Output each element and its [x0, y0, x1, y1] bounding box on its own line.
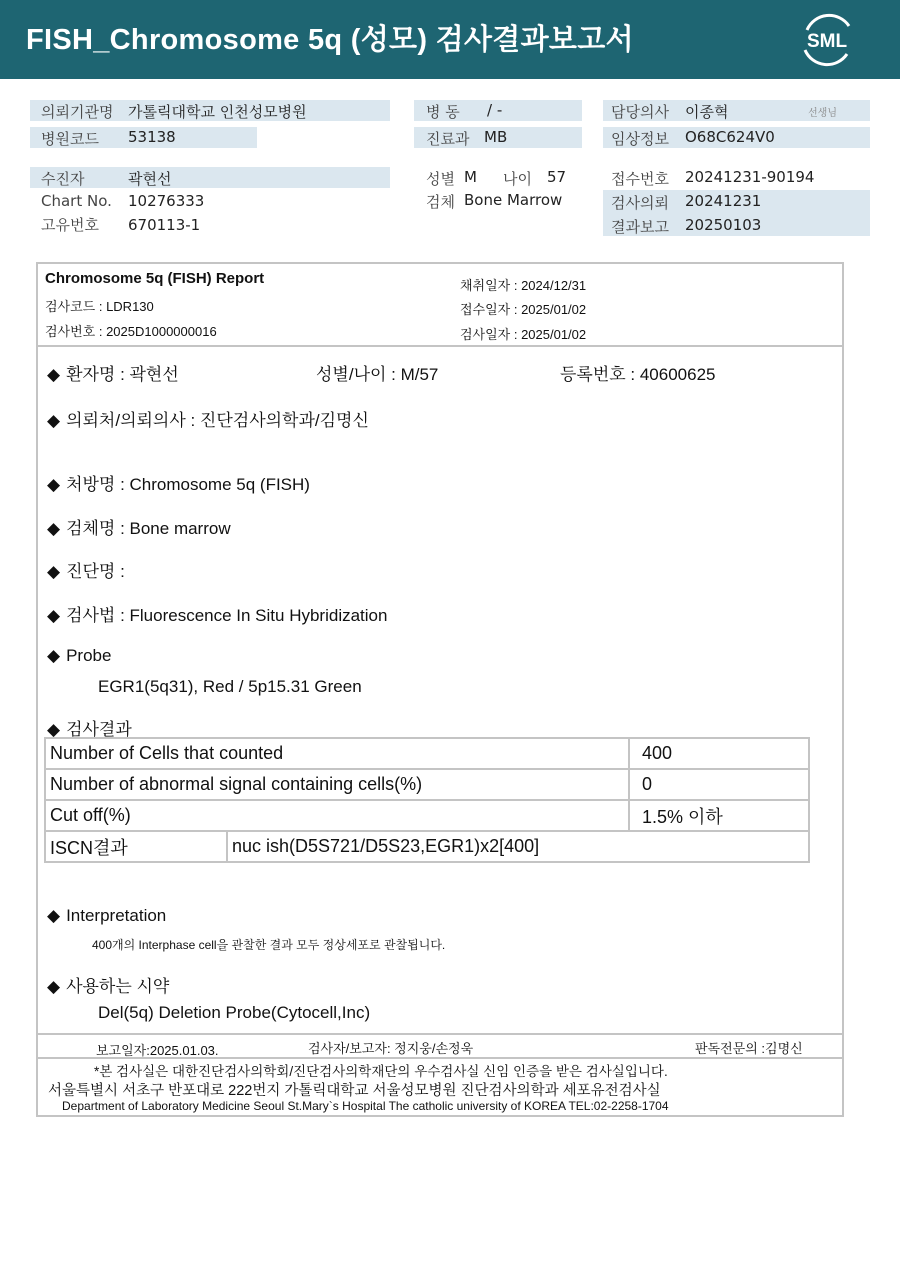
iscn-label: ISCN결과 — [45, 831, 227, 862]
interpretation-heading — [47, 906, 166, 926]
age: 57 — [547, 168, 567, 186]
probe-row — [47, 646, 111, 666]
referrer-row — [47, 406, 369, 431]
diamond-icon: ◆ — [47, 606, 61, 625]
request-label: 검사의뢰 — [611, 194, 669, 212]
diamond-icon: ◆ — [47, 411, 61, 430]
department-label: 진료과 — [426, 130, 470, 148]
sml-logo — [797, 10, 857, 68]
method-row — [47, 601, 387, 626]
diamond-icon: ◆ — [47, 519, 61, 538]
lab-address: 서울특별시 서초구 반포대로 222번지 가톨릭대학교 서울성모병원 진단검사의학과 세포유전검사실 — [48, 1083, 661, 1099]
sex: M — [464, 168, 477, 186]
diamond-icon: ◆ — [47, 562, 61, 581]
reagent-heading — [47, 972, 169, 997]
doctor-label: 담당의사 — [611, 103, 669, 121]
prescription: 처방명 : Chromosome 5q (FISH) — [66, 475, 310, 494]
department: MB — [484, 128, 508, 146]
request-date: 20241231 — [685, 192, 762, 210]
patient-name: 곽현선 — [128, 170, 172, 188]
interpretation-text: 400개의 Interphase cell을 관찰한 결과 모두 정상세포로 관찰됩니다. — [92, 938, 446, 952]
diagnosis: 진단명 : — [66, 562, 125, 581]
specimen-row — [47, 514, 231, 539]
clinical-label: 임상정보 — [611, 130, 669, 148]
page-title: FISH_Chromosome 5q (성모) 검사결과보고서 — [26, 24, 634, 56]
unique-number: 670113-1 — [128, 216, 201, 234]
logo-text: SML — [806, 31, 848, 52]
receipt-date: 접수일자 : 2025/01/02 — [460, 302, 587, 317]
hospital-code-label: 병원코드 — [41, 130, 99, 148]
interpretation-label: Interpretation — [66, 906, 167, 925]
collection-date: 채취일자 : 2024/12/31 — [460, 278, 587, 293]
lab-department: Department of Laboratory Medicine Seoul St.Mary`s Hospital The catholic university of KOREA TEL:02-2258-1704 — [62, 1099, 669, 1113]
hospital-code: 53138 — [128, 128, 176, 146]
doctor-suffix: 선생님 — [808, 108, 837, 119]
diamond-icon: ◆ — [47, 906, 61, 925]
table-row — [45, 769, 809, 800]
result-label: Number of Cells that counted — [45, 738, 629, 769]
probe-label: Probe — [66, 646, 112, 665]
doctor: 이종혁 — [685, 103, 729, 121]
probe-value: EGR1(5q31), Red / 5p15.31 Green — [98, 677, 362, 696]
specialist: 판독전문의 :김명신 — [695, 1041, 803, 1056]
specimen-name: 검체명 : Bone marrow — [66, 519, 231, 538]
receipt-label: 접수번호 — [611, 170, 669, 188]
result-value: 400 — [629, 738, 809, 769]
accreditation-note: *본 검사실은 대한진단검사의학회/진단검사의학재단의 우수검사실 신임 인증을 받은 검사실입니다. — [94, 1064, 668, 1079]
reagent-label: 사용하는 시약 — [66, 977, 170, 996]
result-label: Cut off(%) — [45, 800, 629, 831]
report-issue-date: 보고일자:2025.01.03. — [96, 1043, 219, 1058]
report-label: 결과보고 — [611, 218, 669, 236]
divider — [38, 1033, 842, 1035]
page-header — [0, 0, 900, 79]
sex-label: 성별 — [426, 170, 455, 188]
ward-label: 병 동 — [426, 103, 460, 121]
report-title: Chromosome 5q (FISH) Report — [45, 270, 265, 287]
test-method: 검사법 : Fluorescence In Situ Hybridization — [66, 606, 388, 625]
clinical-info: O68C624V0 — [685, 128, 775, 146]
testers: 검사자/보고자: 정지웅/손정욱 — [308, 1041, 474, 1056]
requesting-org-label: 의뢰기관명 — [41, 103, 114, 121]
table-row — [45, 738, 809, 769]
result-value: 0 — [629, 769, 809, 800]
diamond-icon: ◆ — [47, 720, 61, 739]
referrer: 의뢰처/의뢰의사 : 진단검사의학과/김명신 — [66, 411, 369, 430]
specimen: Bone Marrow — [464, 191, 563, 209]
ward: / - — [487, 101, 503, 119]
unique-label: 고유번호 — [41, 216, 99, 234]
table-row — [45, 800, 809, 831]
specimen-label: 검체 — [426, 193, 455, 211]
diamond-icon: ◆ — [47, 977, 61, 996]
iscn-value: nuc ish(D5S721/D5S23,EGR1)x2[400] — [227, 831, 809, 862]
result-value: 1.5% 이하 — [629, 800, 809, 831]
report-date: 20250103 — [685, 216, 762, 234]
report-sex-age: 성별/나이 : M/57 — [316, 365, 439, 384]
diagnosis-row — [47, 557, 125, 582]
test-number: 검사번호 : 2025D1000000016 — [45, 324, 217, 339]
patient-name-row — [47, 360, 179, 385]
diamond-icon: ◆ — [47, 365, 61, 384]
chart-label: Chart No. — [41, 192, 112, 210]
results-label: 검사결과 — [66, 720, 132, 739]
receipt-number: 20241231-90194 — [685, 168, 815, 186]
patient-label: 수진자 — [41, 170, 85, 188]
test-code: 검사코드 : LDR130 — [45, 299, 154, 314]
age-label: 나이 — [503, 170, 532, 188]
diamond-icon: ◆ — [47, 646, 61, 665]
diamond-icon: ◆ — [47, 475, 61, 494]
test-date: 검사일자 : 2025/01/02 — [460, 327, 587, 342]
requesting-org: 가톨릭대학교 인천성모병원 — [128, 103, 307, 121]
result-label: Number of abnormal signal containing cells(%) — [45, 769, 629, 800]
results-table — [44, 737, 810, 863]
table-row — [45, 831, 809, 862]
report-patient-name: 환자명 : 곽현선 — [66, 365, 179, 384]
divider — [38, 345, 842, 347]
prescription-row — [47, 470, 310, 495]
reagent-value: Del(5q) Deletion Probe(Cytocell,Inc) — [98, 1003, 371, 1022]
chart-number: 10276333 — [128, 192, 205, 210]
registration-number: 등록번호 : 40600625 — [560, 365, 716, 384]
